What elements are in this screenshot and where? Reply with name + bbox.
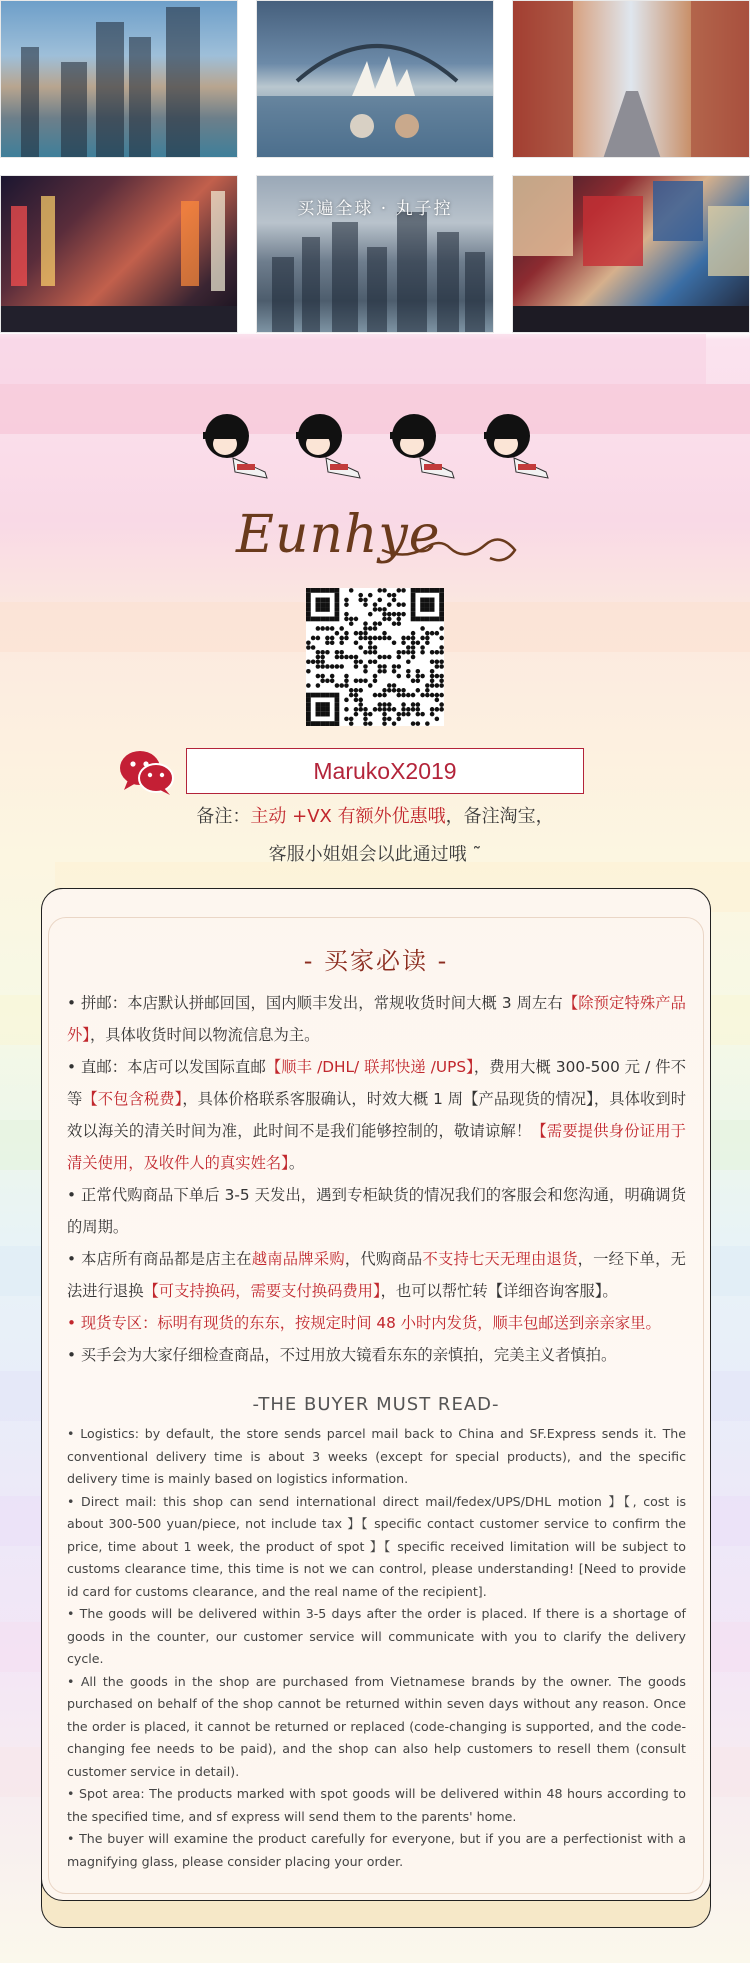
wechat-icon <box>118 748 176 796</box>
color-strip <box>0 334 706 384</box>
brand-swash <box>380 520 520 570</box>
en-item-logistics: • Logistics: by default, the store sends parcel mail back to China and SF.Express sends it. The conventional delivery time is about 3 weeks (except for special products), and the specific delivery time is mainly based on logistics information. <box>67 1426 686 1486</box>
cn-item-inspection: • 买手会为大家仔细检查商品，不过用放大镜看东东的亲慎拍，完美主义者慎拍。 <box>67 1346 617 1364</box>
en-title: -THE BUYER MUST READ- <box>252 1394 500 1415</box>
cn-title: - 买家必读 - <box>303 947 449 975</box>
wechat-id-box: MarukoX2019 <box>186 748 584 794</box>
maruko-figure <box>476 410 556 485</box>
en-item-direct-mail: • Direct mail: this shop can send international direct mail/fedex/UPS/DHL motion 】【, cost is about 300-500 yuan/piece, not include tax 】【 specific contact customer service to confirm the price, time about 1 week, the product of spot 】【 specific received limitation will be subject to customs clearance time, this time is not we can control, please understanding! [Need to provide id card for customs clearance, and the real name of the recipient]. <box>67 1493 686 1599</box>
en-item-inspection: • The buyer will examine the product carefully for everyone, but if you are a perfectionist with a magnifying glass, please consider placing your order. <box>67 1831 686 1869</box>
maruko-figure <box>195 410 275 485</box>
photo-times-square <box>512 175 750 333</box>
maruko-figure <box>382 410 462 485</box>
maruko-figure <box>288 410 368 485</box>
note-prefix: 备注： <box>196 806 251 827</box>
brand-logo: Eunhye <box>236 505 441 565</box>
color-strip <box>0 384 750 434</box>
en-item-returns: • All the goods in the shop are purchased from Vietnamese brands by the owner. The goods purchased on behalf of the shop cannot be returned within seven days without any reason. Once the order is placed, it cannot be returned or replaced (code-changing is supported, and the code-changing fee needs to be paid), and the shop can also help customers to resell them (consult customer service in detail). <box>67 1673 686 1779</box>
photo-city-harbor <box>0 0 238 158</box>
buyer-notice-card <box>41 888 711 1901</box>
photo-caption: 买遍全球 · 丸子控 <box>297 199 453 219</box>
cn-item-direct-mail: • 直邮：本店可以发国际直邮【顺丰 /DHL/ 联邦快递 /UPS】，费用大概 300-500 元 / 件不等【不包含税费】，具体价格联系客服确认，时效大概 1 周【产品现货的情况】，具体收到时效以海关的清关时间为准，此时间不是我们能够控制的，敬请谅解！【需要提供身份证用于清关使用，及收件人的真实姓名】。 <box>67 1058 686 1172</box>
photo-night-street <box>0 175 238 333</box>
contact-note-line2: 客服小姐姐会以此通过哦 ˜ <box>268 844 482 865</box>
note-suffix: ，备注淘宝， <box>445 806 554 827</box>
en-notice-list <box>67 1423 686 1873</box>
cn-item-shipping-time: • 正常代购商品下单后 3-5 天发出，遇到专柜缺货的情况我们的客服会和您沟通，明确调货的周期。 <box>67 1186 686 1236</box>
photo-street <box>512 0 750 158</box>
en-item-spot-area: • Spot area: The products marked with spot goods will be delivered within 48 hours according to the specified time, and sf express will send them to the parents' home. <box>67 1786 686 1824</box>
cn-notice-list <box>67 987 686 1371</box>
cn-item-spot-area: • 现货专区：标明有现货的东东，按规定时间 48 小时内发货，顺丰包邮送到亲亲家里。 <box>67 1314 661 1332</box>
en-item-shipping-time: • The goods will be delivered within 3-5 days after the order is placed. If there is a shortage of goods in the counter, our customer service will communicate with you to clarify the delivery cycle. <box>67 1606 686 1666</box>
note-highlight: 主动 +VX 有额外优惠哦 <box>250 806 446 827</box>
photo-skyline-caption <box>256 175 494 333</box>
cn-item-returns: • 本店所有商品都是店主在越南品牌采购，代购商品不支持七天无理由退货，一经下单，无法进行退换【可支持换码，需要支付换码费用】，也可以帮忙转【详细咨询客服】。 <box>67 1250 686 1300</box>
qr-code[interactable] <box>306 588 444 726</box>
contact-note <box>0 802 750 828</box>
photo-opera-house <box>256 0 494 158</box>
cn-item-logistics: • 拼邮：本店默认拼邮回国，国内顺丰发出，常规收货时间大概 3 周左右【除预定特殊产品外】，具体收货时间以物流信息为主。 <box>67 994 686 1044</box>
